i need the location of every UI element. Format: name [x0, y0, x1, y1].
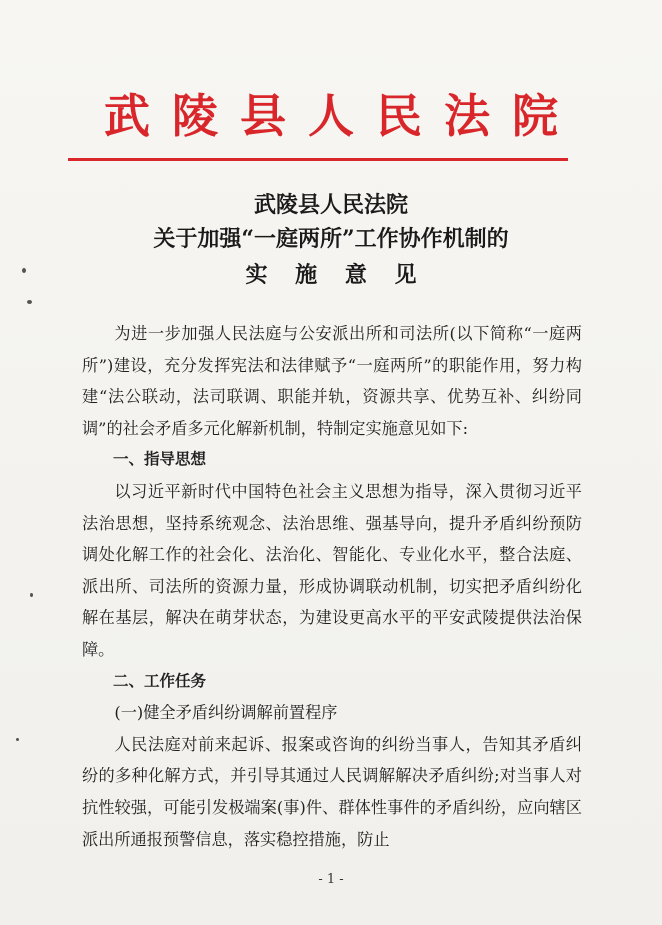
section-heading-work-tasks: 二、工作任务	[113, 671, 207, 690]
document-title-line-2: 关于加强“一庭两所”工作协作机制的	[153, 226, 509, 252]
scan-speck	[27, 300, 32, 304]
scan-speck	[30, 593, 33, 597]
document-title-line-1: 武陵县人民法院	[253, 192, 408, 218]
intro-paragraph: 为进一步加强人民法庭与公安派出所和司法所(以下简称“一庭两所”)建设，充分发挥宪法和法律赋予“一庭两所”的职能作用，努力构建“法公联动，法司联调、职能并轨，资源共享、优势互补、纠纷同调”的社会矛盾多元化解新机制，特制定实施意见如下:	[82, 324, 582, 438]
organization-header: 武陵县人民法院	[104, 89, 580, 143]
subsection-heading-mediation: (一)健全矛盾纠纷调解前置程序	[114, 703, 338, 723]
red-divider-line	[68, 158, 568, 161]
document-title-line-3: 实 施 意 见	[245, 262, 427, 288]
page-number: - 1 -	[318, 872, 344, 887]
document-body	[82, 318, 582, 855]
guiding-ideology-paragraph: 以习近平新时代中国特色社会主义思想为指导，深入贯彻习近平法治思想，坚持系统观念、法治思维、强基导向，提升矛盾纠纷预防调处化解工作的社会化、法治化、智能化、专业化水平，整合法庭、派出所、司法所的资源力量，形成协调联动机制，切实把矛盾纠纷化解在基层，解决在萌芽状态，为建设更高水平的平安武陵提供法治保障。	[82, 481, 582, 659]
section-heading-guiding-ideology: 一、指导思想	[113, 450, 207, 469]
scan-speck	[22, 268, 26, 273]
mediation-paragraph: 人民法庭对前来起诉、报案或咨询的纠纷当事人，告知其矛盾纠纷的多种化解方式，并引导其通过人民调解解决矛盾纠纷;对当事人对抗性较强，可能引发极端案(事)件、群体性事件的矛盾纠纷，应向辖区派出所通报预警信息，落实稳控措施，防止	[82, 734, 582, 849]
scan-speck	[16, 738, 19, 741]
